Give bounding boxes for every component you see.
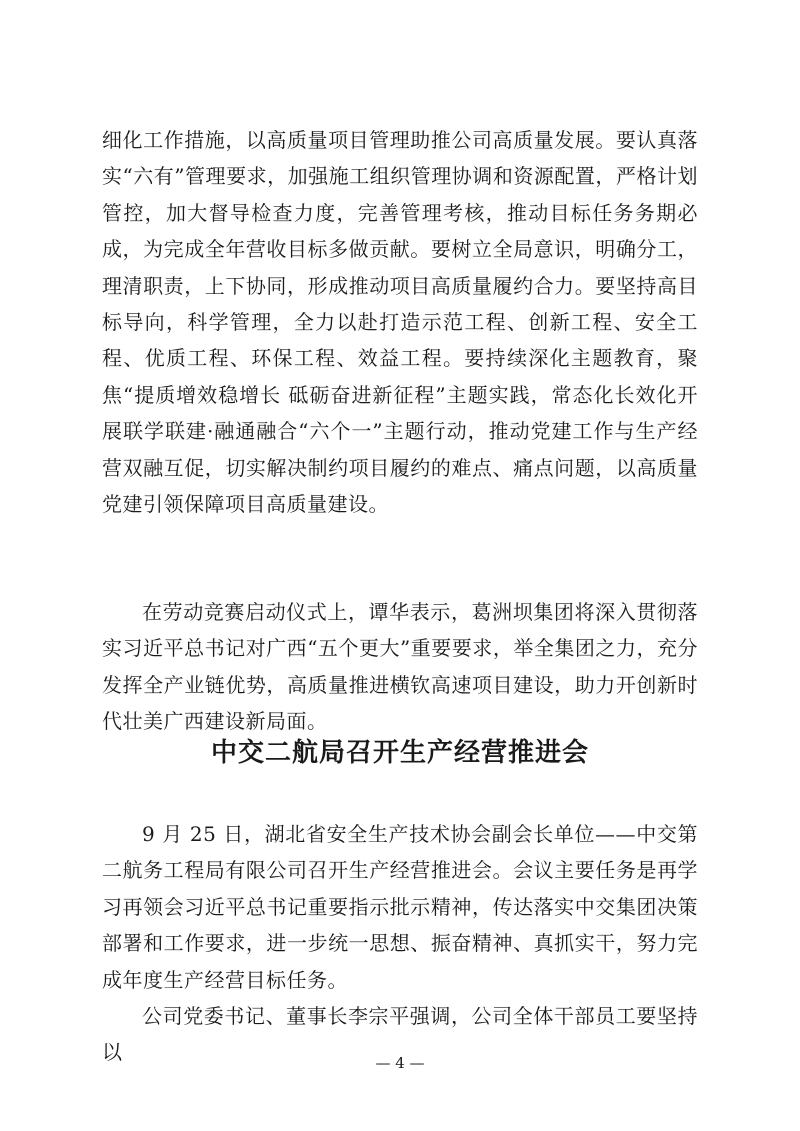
article-title: 中交二航局召开生产经营推进会	[210, 738, 589, 768]
article-paragraph: 公司党委书记、董事长李宗平强调，公司全体干部员工要坚持以	[102, 1004, 698, 1065]
body-paragraph: 在劳动竞赛启动仪式上，谭华表示，葛洲坝集团将深入贯彻落实习近平总书记对广西“五个更大”重要要求，举全集团之力，充分发挥全产业链优势，高质量推进横钦高速项目建设，助力开创新时代壮美广西建设新局面。	[102, 600, 698, 734]
page-number: — 4 —	[375, 1054, 425, 1072]
continued-paragraph: 细化工作措施，以高质量项目管理助推公司高质量发展。要认真落实“六有”管理要求，加强施工组织管理协调和资源配置，严格计划管控，加大督导检查力度，完善管理考核，推动目标任务务期必成，为完成全年营收目标多做贡献。要树立全局意识，明确分工，理清职责，上下协同，形成推动项目高质量履约合力。要坚持高目标导向，科学管理，全力以赴打造示范工程、创新工程、安全工程、优质工程、环保工程、效益工程。要持续深化主题教育，聚焦“提质增效稳增长 砥砺奋进新征程”主题实践，常态化长效化开展联学联建·融通融合“六个一”主题行动，推动党建工作与生产经营双融互促，切实解决制约项目履约的难点、痛点问题，以高质量党建引领保障项目高质量建设。	[102, 128, 698, 517]
article-paragraph: 9 月 25 日，湖北省安全生产技术协会副会长单位——中交第二航务工程局有限公司召开生产经营推进会。会议主要任务是再学习再领会习近平总书记重要指示批示精神，传达落实中交集团决策部署和工作要求，进一步统一思想、振奋精神、真抓实干，努力完成年度生产经营目标任务。	[102, 822, 698, 992]
